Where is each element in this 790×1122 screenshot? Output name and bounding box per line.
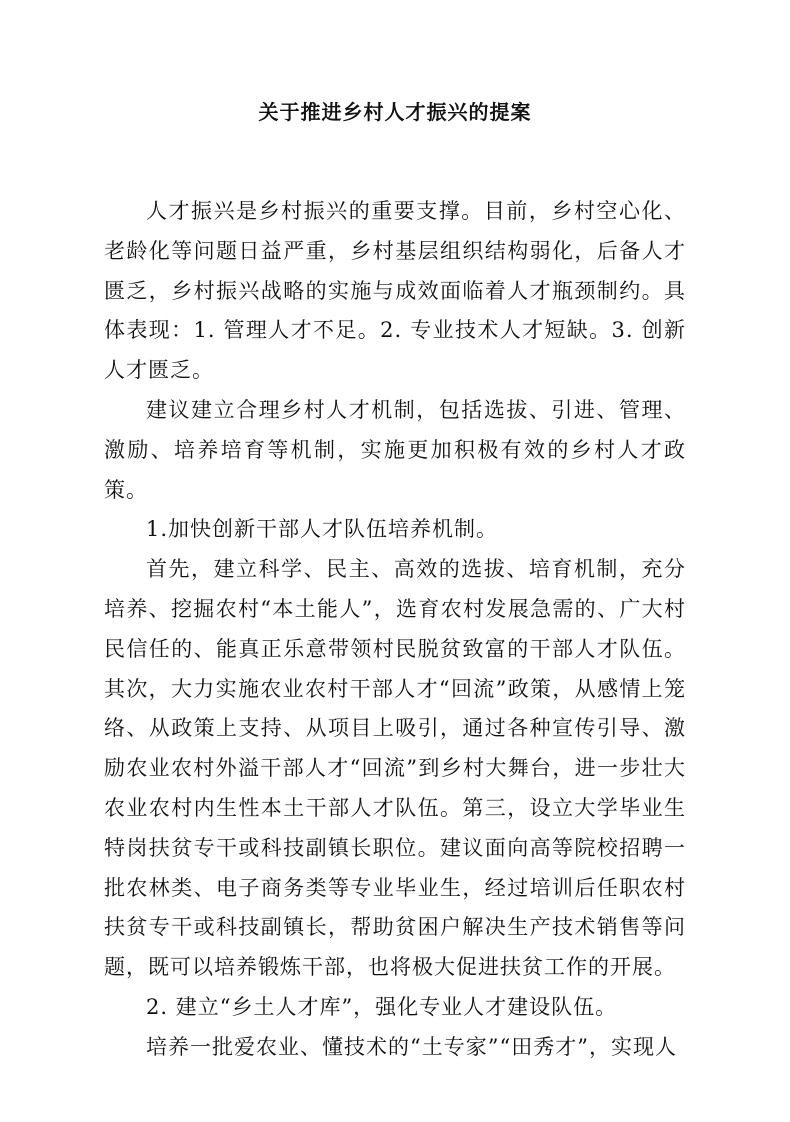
paragraph-heading-1: 1.加快创新干部人才队伍培养机制。 [146,517,499,542]
paragraph-cadre-training: 首先，建立科学、民主、高效的选拔、培育机制，充分培养、挖掘农村“本土能人”，选育农村发展急需的、广大村民信任的、能真正乐意带领村民脱贫致富的干部人才队伍。其次，大力实施农业农村干部人才“回流”政策，从感情上笼络、从政策上支持、从项目上吸引，通过各种宣传引导、激励农业农村外溢干部人才“回流”到乡村大舞台，进一步壮大农业农村内生性本土干部人才队伍。第三，设立大学毕业生特岗扶贫专干或科技副镇长职位。建议面向高等院校招聘一批农林类、电子商务类等专业毕业生，经过培训后任职农村扶贫专干或科技副镇长，帮助贫困户解决生产技术销售等问题，既可以培养锻炼干部，也将极大促进扶贫工作的开展。 [104,557,686,980]
paragraph-background: 人才振兴是乡村振兴的重要支撑。目前，乡村空心化、老龄化等问题日益严重，乡村基层组织结构弱化，后备人才匮乏，乡村振兴战略的实施与成效面临着人才瓶颈制约。具体表现：1. 管理人才不足。2. 专业技术人才短缺。3. 创新人才匮乏。 [104,199,686,383]
paragraph-heading-2: 2. 建立“乡土人才库”，强化专业人才建设队伍。 [146,994,618,1019]
paragraph-local-talent: 培养一批爱农业、懂技术的“土专家”“田秀才”，实现人 [146,1034,677,1059]
document-title: 关于推进乡村人才振兴的提案 [258,100,532,124]
document-body [104,192,686,1068]
paragraph-proposal: 建议建立合理乡村人才机制，包括选拔、引进、管理、激励、培养培育等机制，实施更加积极有效的乡村人才政策。 [104,397,686,502]
